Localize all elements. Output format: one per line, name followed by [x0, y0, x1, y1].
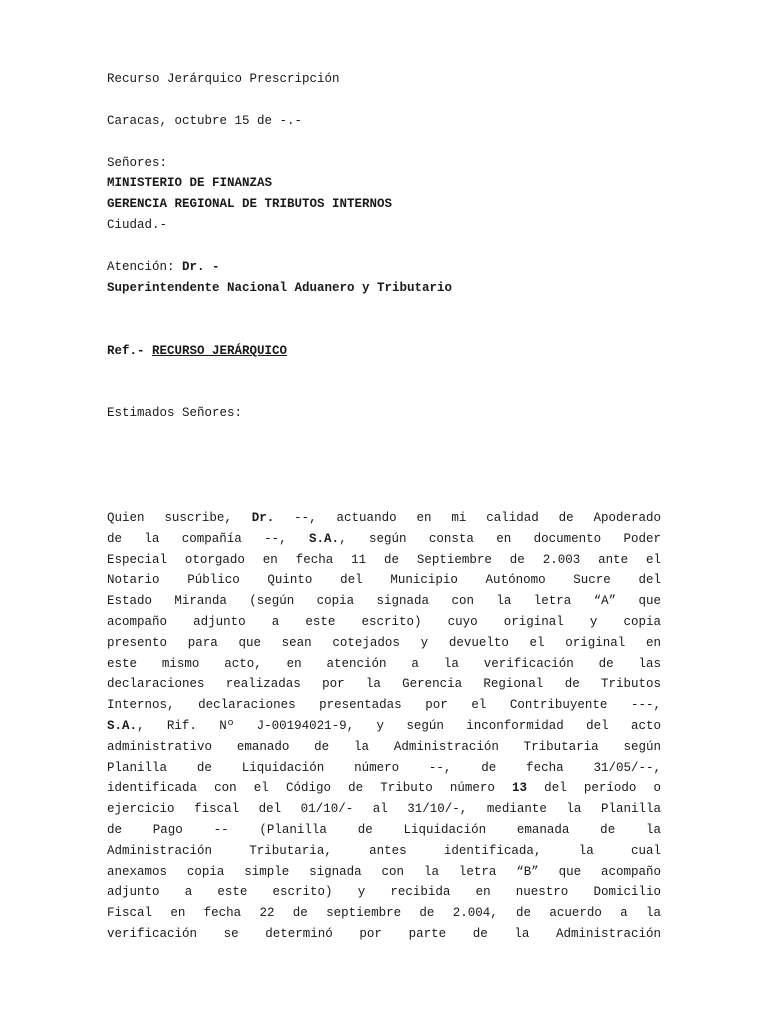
- body-text: de la compañía --,: [107, 531, 310, 546]
- body-line: [107, 695, 661, 716]
- body-line: [107, 778, 661, 799]
- body-line: [107, 903, 661, 924]
- addressee-department: GERENCIA REGIONAL DE TRIBUTOS INTERNOS: [107, 197, 393, 211]
- body-bold-text: Dr.: [251, 511, 275, 525]
- attention-label: Atención:: [107, 260, 175, 274]
- body-line: [107, 591, 661, 612]
- body-text: Fiscal en fecha 22 de septiembre de 2.004, de acuerdo a la: [107, 906, 661, 921]
- attention-role: Superintendente Nacional Aduanero y Tributario: [107, 281, 453, 295]
- body-line: [107, 674, 661, 695]
- attention-name: Dr. -: [182, 260, 220, 274]
- body-line: [107, 758, 661, 779]
- body-text: , según consta en documento Poder: [339, 531, 661, 546]
- body-line: [107, 841, 661, 862]
- body-text: Quien suscribe,: [107, 511, 252, 525]
- reference-line: [107, 343, 287, 359]
- body-text: este mismo acto, en atención a la verificación de las: [107, 656, 661, 671]
- body-line: [107, 924, 661, 945]
- body-bold-text: S.A.: [309, 531, 340, 546]
- body-text: ejercicio fiscal del 01/10/- al 31/10/-, mediante la Planilla: [107, 802, 661, 817]
- body-line: [107, 612, 661, 633]
- body-text: , Rif. Nº J-00194021-9, y según inconformidad del acto: [137, 718, 661, 733]
- body-line: [107, 716, 661, 737]
- body-line: [107, 633, 661, 654]
- body-line: [107, 550, 661, 571]
- body-text: acompaño adjunto a este escrito) cuyo original y copia: [107, 614, 661, 629]
- body-line: [107, 654, 661, 675]
- body-text: Especial otorgado en fecha 11 de Septiembre de 2.003 ante el: [107, 552, 661, 567]
- addressee-ministry: MINISTERIO DE FINANZAS: [107, 176, 273, 190]
- body-line: [107, 529, 661, 550]
- body-text: Estado Miranda (según copia signada con la letra “A” que: [107, 594, 661, 609]
- body-line: [107, 862, 661, 883]
- body-paragraph: [107, 508, 661, 945]
- body-bold-text: S.A.: [107, 718, 138, 733]
- salutation: Señores:: [107, 156, 168, 170]
- body-text: adjunto a este escrito) y recibida en nuestro Domicilio: [107, 885, 661, 900]
- body-line: [107, 508, 661, 529]
- addressee-city: Ciudad.-: [107, 218, 168, 232]
- reference-label: Ref.-: [107, 344, 145, 358]
- body-text: Planilla de Liquidación número --, de fecha 31/05/--,: [107, 760, 661, 775]
- body-line: [107, 882, 661, 903]
- body-line: [107, 799, 661, 820]
- body-text: verificación se determinó por parte de la Administración: [107, 926, 661, 941]
- document-title: Recurso Jerárquico Prescripción: [107, 72, 340, 86]
- body-line: [107, 737, 661, 758]
- body-text: Administración Tributaria, antes identificada, la cual: [107, 843, 661, 858]
- body-text: administrativo emanado de la Administración Tributaria según: [107, 739, 661, 754]
- body-line: [107, 820, 661, 841]
- greeting: Estimados Señores:: [107, 406, 243, 420]
- body-text: Internos, declaraciones presentadas por el Contribuyente ---,: [107, 698, 661, 713]
- body-text: presento para que sean cotejados y devuelto el original en: [107, 635, 661, 650]
- body-text: --, actuando en mi calidad de Apoderado: [274, 511, 661, 525]
- body-bold-text: 13: [512, 781, 528, 796]
- body-text: identificada con el Código de Tributo número: [107, 781, 513, 796]
- body-text: del período o: [527, 781, 661, 796]
- body-text: anexamos copia simple signada con la letra “B” que acompaño: [107, 864, 661, 879]
- body-text: declaraciones realizadas por la Gerencia Regional de Tributos: [107, 677, 661, 692]
- body-text: Notario Público Quinto del Municipio Autónomo Sucre del: [107, 573, 661, 588]
- reference-subject: RECURSO JERÁRQUICO: [152, 344, 288, 358]
- place-date: Caracas, octubre 15 de -.-: [107, 114, 303, 128]
- body-line: [107, 570, 661, 591]
- attention-line: [107, 259, 220, 275]
- body-text: de Pago -- (Planilla de Liquidación emanada de la: [107, 822, 661, 837]
